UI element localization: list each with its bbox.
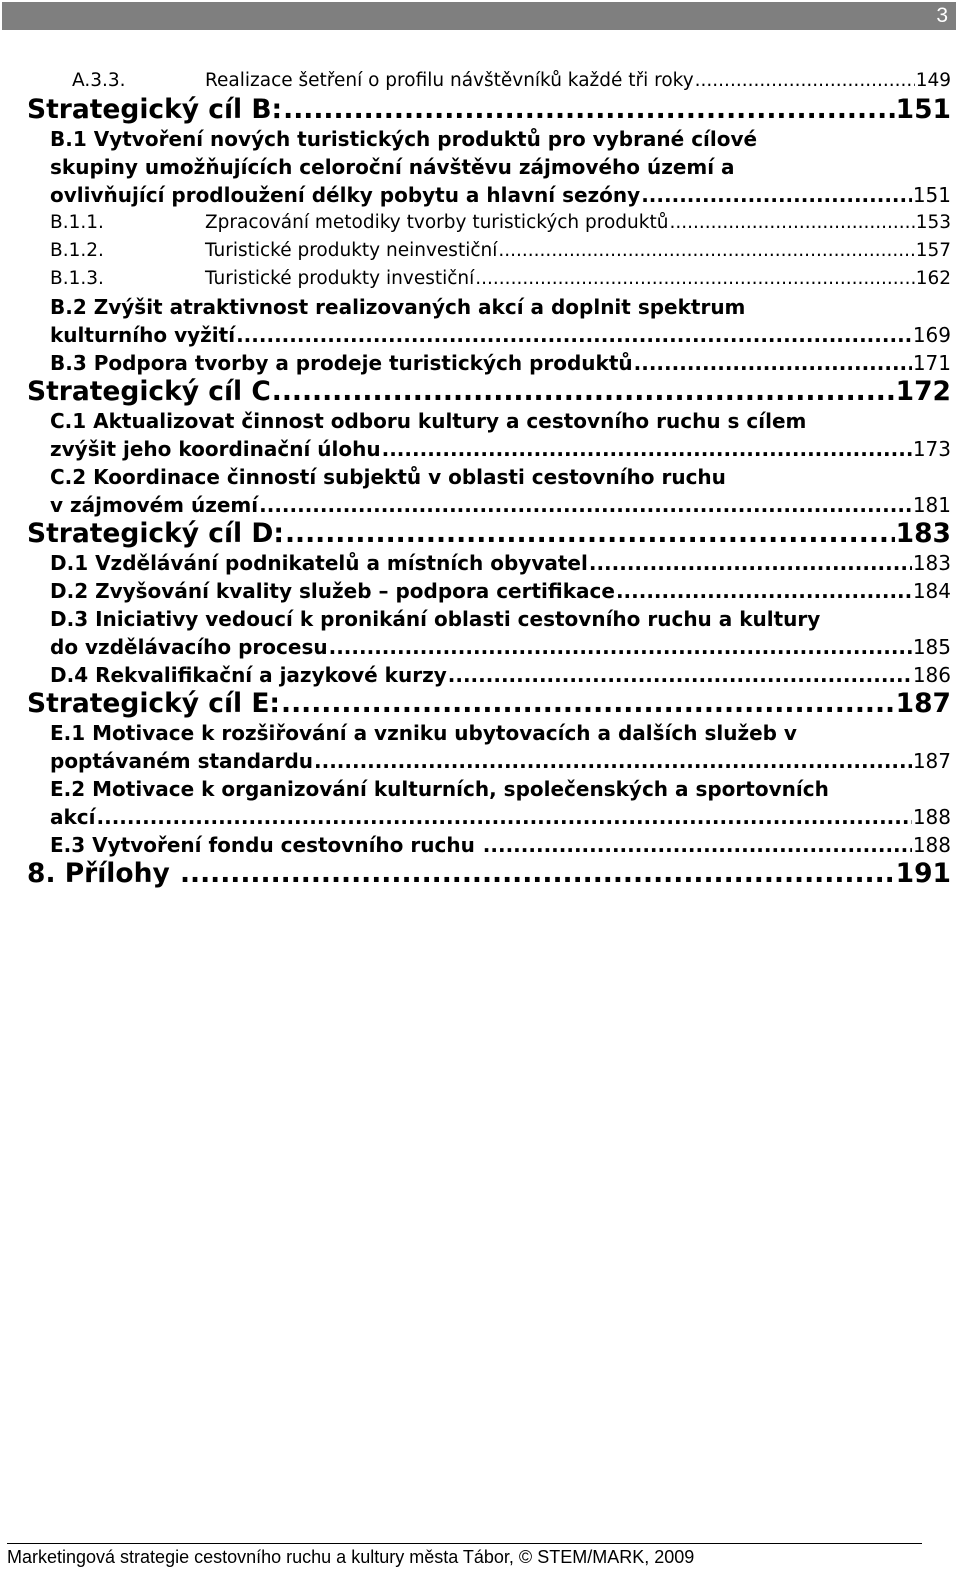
- toc-leader-dots: [634, 349, 912, 377]
- toc-entry-title: Strategický cíl D:: [27, 518, 284, 549]
- toc-leader-dots: [589, 549, 912, 577]
- toc-entry-title: do vzdělávacího procesu: [50, 635, 328, 659]
- toc-leader-dots: [669, 209, 914, 237]
- toc-leader-dots: [285, 519, 895, 549]
- toc-entry-title: Realizace šetření o profilu návštěvníků každé tři roky: [205, 70, 694, 91]
- toc-page-number: 183: [912, 551, 951, 575]
- footer-divider: [7, 1543, 922, 1544]
- toc-leader-dots: [498, 237, 914, 265]
- toc-entry-title: poptávaném standardu: [50, 749, 313, 773]
- toc-entry-title: D.2 Zvyšování kvality služeb – podpora certifikace: [50, 579, 615, 603]
- toc-entry-d4[interactable]: [0, 661, 951, 689]
- toc-entry-title: zvýšit jeho koordinační úlohu: [50, 437, 381, 461]
- toc-entry-b1-line1[interactable]: B.1 Vytvoření nových turistických produktů pro vybrané cílové: [50, 127, 758, 151]
- toc-leader-dots: [695, 67, 915, 95]
- toc-entry-title: Strategický cíl C: [27, 376, 271, 407]
- toc-entry-title: D.1 Vzdělávání podnikatelů a místních obyvatel: [50, 551, 588, 575]
- toc-page-number: 181: [912, 493, 951, 517]
- toc-entry-c1-line1[interactable]: C.1 Aktualizovat činnost odboru kultury a cestovního ruchu s cílem: [50, 409, 807, 433]
- toc-entry-title: D.4 Rekvalifikační a jazykové kurzy: [50, 663, 447, 687]
- toc-leader-dots: [641, 181, 912, 209]
- page-number: 3: [936, 4, 948, 27]
- toc-entry-c2[interactable]: [0, 491, 951, 519]
- toc-leader-dots: [283, 95, 895, 125]
- toc-entry-title: ovlivňující prodloužení délky pobytu a hlavní sezóny: [50, 183, 641, 207]
- toc-leader-dots: [97, 803, 912, 831]
- toc-entry-b2[interactable]: [0, 321, 951, 349]
- toc-entry-title: E.3 Vytvoření fondu cestovního ruchu: [50, 833, 482, 857]
- toc-entry-e3[interactable]: [0, 831, 951, 859]
- toc-entry-goal-c[interactable]: [0, 377, 951, 407]
- toc-page-number: 151: [895, 94, 951, 125]
- toc-leader-dots: [475, 265, 914, 293]
- toc-entry-b13[interactable]: [0, 265, 951, 293]
- toc-entry-title: 8. Přílohy: [27, 858, 179, 889]
- toc-entry-number: A.3.3.: [72, 70, 126, 91]
- toc-entry-attachments[interactable]: [0, 859, 951, 889]
- toc-entry-title: kulturního vyžití: [50, 323, 236, 347]
- footer-text: Marketingová strategie cestovního ruchu a kultury města Tábor, © STEM/MARK, 2009: [7, 1547, 695, 1567]
- toc-page-number: 188: [912, 833, 951, 857]
- toc-entry-goal-b[interactable]: [0, 95, 951, 125]
- toc-leader-dots: [314, 747, 912, 775]
- toc-entry-b11[interactable]: [0, 209, 951, 237]
- toc-entry-title: B.3 Podpora tvorby a prodeje turistických produktů: [50, 351, 633, 375]
- toc-entry-e1-line1[interactable]: E.1 Motivace k rozšiřování a vzniku ubytovacích a dalších služeb v: [50, 721, 797, 745]
- toc-entry-d2[interactable]: [0, 577, 951, 605]
- toc-entry-goal-e[interactable]: [0, 689, 951, 719]
- toc-entry-b12[interactable]: [0, 237, 951, 265]
- toc-page-number: 187: [912, 749, 951, 773]
- toc-page-number: 153: [915, 212, 951, 233]
- toc-page-number: 173: [912, 437, 951, 461]
- toc-entry-b2-line1[interactable]: B.2 Zvýšit atraktivnost realizovaných akcí a doplnit spektrum: [50, 295, 746, 319]
- toc-page-number: 191: [895, 858, 951, 889]
- toc-page-number: 183: [895, 518, 951, 549]
- toc-entry-b1[interactable]: [0, 181, 951, 209]
- toc-entry-b1-line2[interactable]: skupiny umožňujících celoroční návštěvu zájmového území a: [50, 155, 735, 179]
- toc-entry-title: Strategický cíl E:: [27, 688, 281, 719]
- toc-page-number: 188: [912, 805, 951, 829]
- page-header-bar: [2, 2, 956, 30]
- toc-entry-title: Zpracování metodiky tvorby turistických produktů: [205, 212, 669, 233]
- toc-leader-dots: [272, 377, 895, 407]
- toc-entry-e2[interactable]: [0, 803, 951, 831]
- toc-leader-dots: [483, 831, 912, 859]
- toc-entry-title: Strategický cíl B:: [27, 94, 283, 125]
- toc-leader-dots: [382, 435, 912, 463]
- toc-entry-d3[interactable]: [0, 633, 951, 661]
- toc-page-number: 169: [912, 323, 951, 347]
- toc-page-number: 184: [912, 579, 951, 603]
- toc-entry-e1[interactable]: [0, 747, 951, 775]
- toc-entry-number: B.1.2.: [50, 240, 104, 261]
- toc-entry-e2-line1[interactable]: E.2 Motivace k organizování kulturních, společenských a sportovních: [50, 777, 829, 801]
- toc-leader-dots: [180, 859, 895, 889]
- toc-page-number: 157: [915, 240, 951, 261]
- toc-entry-c1[interactable]: [0, 435, 951, 463]
- toc-entry-number: B.1.1.: [50, 212, 104, 233]
- toc-page-number: 171: [912, 351, 951, 375]
- toc-entry-d1[interactable]: [0, 549, 951, 577]
- toc-entry-c2-line1[interactable]: C.2 Koordinace činností subjektů v oblasti cestovního ruchu: [50, 465, 726, 489]
- toc-entry-goal-d[interactable]: [0, 519, 951, 549]
- toc-entry-title: Turistické produkty neinvestiční: [205, 240, 498, 261]
- toc-page-number: 185: [912, 635, 951, 659]
- toc-leader-dots: [281, 689, 895, 719]
- toc-entry-title: v zájmovém území: [50, 493, 259, 517]
- toc-entry-d3-line1[interactable]: D.3 Iniciativy vedoucí k pronikání oblasti cestovního ruchu a kultury: [50, 607, 821, 631]
- toc-entry-title: akcí: [50, 805, 96, 829]
- toc-page-number: 186: [912, 663, 951, 687]
- toc-leader-dots: [448, 661, 912, 689]
- toc-page-number: 149: [915, 70, 951, 91]
- toc-entry-number: B.1.3.: [50, 268, 104, 289]
- toc-entry-title: Turistické produkty investiční: [205, 268, 475, 289]
- toc-page-number: 187: [895, 688, 951, 719]
- toc-leader-dots: [236, 321, 912, 349]
- toc-leader-dots: [329, 633, 912, 661]
- toc-leader-dots: [616, 577, 912, 605]
- toc-entry-b3[interactable]: [0, 349, 951, 377]
- toc-entry-a333[interactable]: [0, 67, 951, 95]
- toc-page-number: 151: [912, 183, 951, 207]
- toc-leader-dots: [259, 491, 912, 519]
- toc-page-number: 162: [915, 268, 951, 289]
- table-of-contents: [0, 67, 960, 889]
- toc-page-number: 172: [895, 376, 951, 407]
